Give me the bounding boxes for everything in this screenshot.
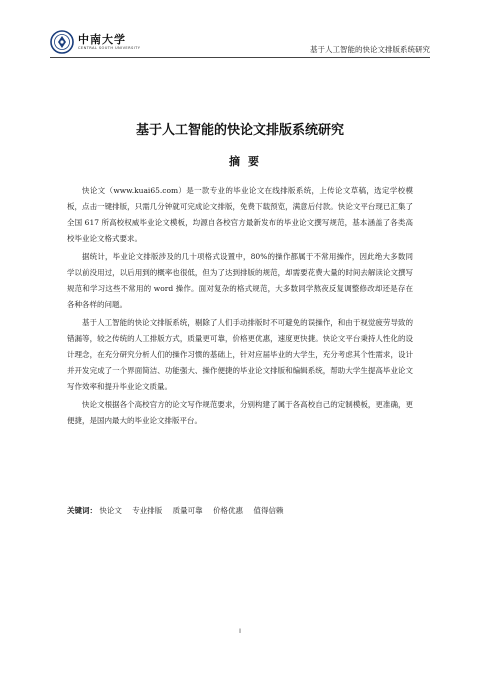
university-logo	[50, 30, 140, 54]
keyword: 价格优惠	[213, 506, 244, 515]
abstract-paragraph: 据统计，毕业论文排版涉及的几十项格式设置中，80%的操作都属于不常用操作，因此绝大多数同学以前没用过，以后用到的概率也很低，但为了达到排版的规范，却需要花费大量的时间去解读论文撰写规范和学习这些不常用的 word 操作。面对复杂的格式规范，大多数同学熬夜反复调整修改却还是存在各种各样的问题。	[67, 252, 413, 309]
running-title: 基于人工智能的快论文排版系统研究	[310, 45, 430, 54]
page-header	[50, 30, 430, 58]
keyword: 质量可靠	[172, 506, 203, 515]
abstract-heading: 摘要	[229, 155, 267, 168]
abstract-paragraph: 快论文（www.kuai65.com）是一款专业的毕业论文在线排版系统，上传论文草稿，选定学校模板，点击一键排版，只需几分钟就可完成论文排版，免费下载预览，满意后付款。快论文平台现已汇集了全国 617 所高校权威毕业论文模板，均源自各校官方最新发布的毕业论文撰写规范，基本涵盖了各类高校毕业论文格式要求。	[67, 186, 413, 243]
abstract-paragraph: 快论文根据各个高校官方的论文写作规范要求，分别构建了属于各高校自己的定制模板，更准确，更便捷，是国内最大的毕业论文排版平台。	[67, 400, 413, 425]
keyword: 值得信赖	[253, 506, 284, 515]
keyword: 专业排版	[132, 506, 163, 515]
header-divider	[50, 57, 430, 58]
keywords-label: 关键词：	[67, 506, 97, 515]
university-emblem-icon	[50, 30, 74, 54]
abstract-paragraph: 基于人工智能的快论文排版系统，剔除了人们手动排版时不可避免的误操作，和由于视觉疲劳导致的错漏等，较之传统的人工排版方式，质量更可靠，价格更优惠，速度更快捷。快论文平台秉持人性化的设计理念，在充分研究分析人们的操作习惯的基础上，针对应届毕业的大学生，充分考虑其个性需求，设计并开发完成了一个界面简洁、功能强大、操作便捷的毕业论文排版和编辑系统，帮助大学生提高毕业论文写作效率和提升毕业论文质量。	[67, 318, 413, 391]
university-name-en: CENTRAL SOUTH UNIVERSITY	[78, 45, 141, 50]
keyword: 快论文	[99, 506, 122, 515]
page-number: I	[239, 628, 241, 635]
abstract-body	[67, 183, 413, 431]
keywords-line	[67, 503, 291, 519]
university-name-cn: 中南大学	[78, 32, 126, 46]
document-title: 基于人工智能的快论文排版系统研究	[135, 123, 344, 138]
